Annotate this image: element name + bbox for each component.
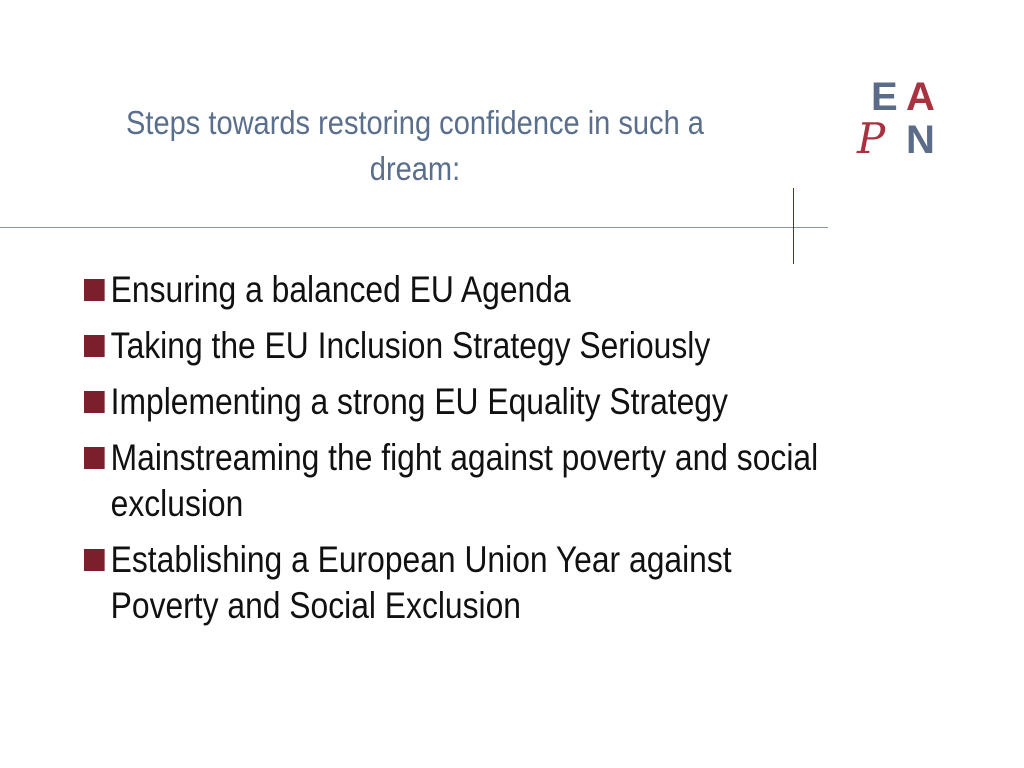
- bullet-square-icon: [84, 549, 105, 571]
- bullet-square-icon: [84, 335, 105, 357]
- bullet-text: Taking the EU Inclusion Strategy Seriously: [110, 325, 711, 366]
- logo-letter-p: P: [857, 114, 886, 163]
- bullet-item: [84, 267, 824, 313]
- slide-title: Steps towards restoring confidence in such a dream:: [126, 104, 704, 187]
- bullet-square-icon: [84, 391, 105, 413]
- bullet-list: [84, 267, 819, 639]
- bullet-item: [84, 379, 824, 425]
- bullet-item: [84, 435, 824, 527]
- bullet-square-icon: [84, 447, 105, 469]
- bullet-text: Ensuring a balanced EU Agenda: [110, 269, 571, 310]
- eapn-logo: [855, 72, 955, 172]
- bullet-text: Implementing a strong EU Equality Strategy: [110, 381, 728, 422]
- horizontal-rule: [0, 227, 828, 228]
- bullet-square-icon: [84, 279, 105, 301]
- bullet-item: [84, 323, 824, 369]
- logo-letter-n: N: [906, 118, 935, 162]
- logo-letter-e: E: [871, 75, 898, 119]
- logo-letter-a: A: [906, 75, 935, 119]
- vertical-rule: [793, 188, 794, 264]
- bullet-item: [84, 537, 824, 629]
- bullet-text: Establishing a European Union Year against Poverty and Social Exclusion: [110, 539, 732, 626]
- bullet-text: Mainstreaming the fight against poverty and social exclusion: [110, 437, 819, 524]
